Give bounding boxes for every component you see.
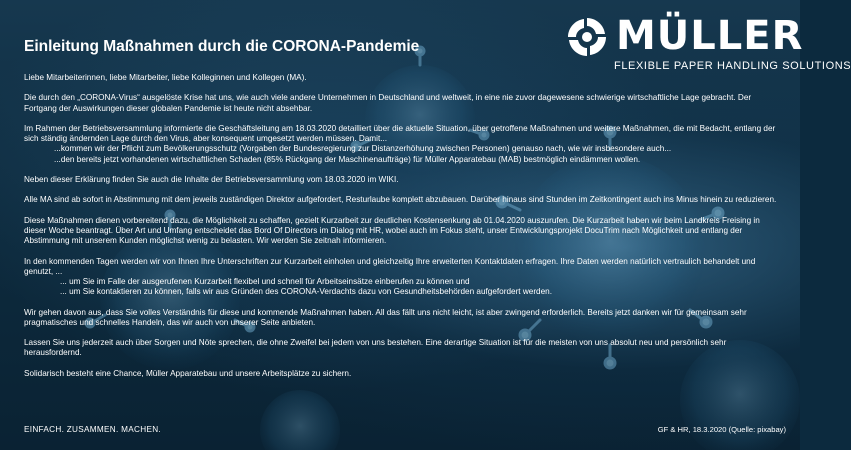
footer-slogan: EINFACH. ZUSAMMEN. MACHEN. xyxy=(24,425,161,434)
paragraph-indented xyxy=(24,277,784,297)
paragraph-line: Im Rahmen der Betriebsversammlung informierte die Geschäftsleitung am 18.03.2020 detailliert über die aktuelle Situation, über getroffene Maßnahmen und weitere Maßnahmen, die mit Bedacht, entlang der sich ständig ändernden Lage durch den Virus, aber konsequent umgesetzt werden müssen. Damit... xyxy=(24,123,776,144)
paragraph-line: ...den bereits jetzt vorhandenen wirtschaftlichen Schaden (85% Rückgang der Maschinenaufträge) für Müller Apparatebau (MAB) bestmöglich eindämmen wollen. xyxy=(54,154,641,164)
paragraph xyxy=(24,216,784,247)
footer-credit: GF & HR, 18.3.2020 (Quelle: pixabay) xyxy=(657,425,786,434)
paragraph xyxy=(24,93,784,113)
paragraph xyxy=(24,369,784,379)
paragraph xyxy=(24,308,784,328)
paragraph-line: ...kommen wir der Pflicht zum Bevölkerungsschutz (Vorgaben der Bundesregierung zur Distanzerhöhung zwischen Personen) genauso nach, wie wir insbesondere auch... xyxy=(54,144,672,154)
paragraph xyxy=(24,195,784,205)
paragraph-line: Alle MA sind ab sofort in Abstimmung mit dem jeweils zuständigen Direktor aufgefordert, Resturlaube komplett abzubauen. Darüber hinaus sind Stunden im Zeitkontingent auch ins Minus hinein zu reduzieren. xyxy=(24,195,777,205)
paragraph-line: Solidarisch besteht eine Chance, Müller Apparatebau und unsere Arbeitsplätze zu sichern. xyxy=(24,368,352,378)
company-logo xyxy=(566,13,851,72)
logo-tagline: FLEXIBLE PAPER HANDLING SOLUTIONS xyxy=(614,60,851,72)
paragraph xyxy=(24,175,784,185)
paragraph xyxy=(24,124,784,144)
paragraph xyxy=(24,338,784,358)
paragraph-line: ... um Sie im Falle der ausgerufenen Kurzarbeit flexibel und schnell für Arbeitseinsätze einberufen zu können und xyxy=(60,276,470,286)
paragraph-line: Liebe Mitarbeiterinnen, liebe Mitarbeiter, liebe Kolleginnen und Kollegen (MA). xyxy=(24,73,307,82)
paragraph-line: Lassen Sie uns jederzeit auch über Sorgen und Nöte sprechen, die ohne Zweifel bei jedem von uns bestehen. Eine derartige Situation ist für die meisten von uns absolut neu und persönlich sehr herausfordernd. xyxy=(24,338,727,358)
paragraph xyxy=(24,257,784,277)
logo-wordmark: MÜLLER xyxy=(616,13,804,59)
paragraph-line: Diese Maßnahmen dienen vorbereitend dazu, die Möglichkeit zu schaffen, gezielt Kurzarbeit zur deutlichen Kostensenkung ab 01.04.2020 auszurufen. Die Kurzarbeit haben wir beim Landkreis Freising in dieser Woche beantragt. Über Art und Umfang entscheidet das Bord Of Directors im Dialog mit HR, wobei auch im Fokus steht, unser Entwicklungsprojekt DocuTrim nach Möglichkeit und entlang der Abstimmung mit unserem Kunden möglichst wenig zu belasten. Wir werden Sie zeitnah informieren. xyxy=(24,215,760,246)
swirl-logo-icon xyxy=(566,16,608,58)
paragraph-line: ... um Sie kontaktieren zu können, falls wir aus Gründen des CORONA-Verdachts dazu von Gesundheitsbehörden aufgefordert werden. xyxy=(60,287,552,297)
paragraph-indented xyxy=(24,144,784,164)
paragraph-line: Wir gehen davon aus, dass Sie volles Verständnis für diese und kommende Maßnahmen haben. All das fällt uns nicht leicht, ist aber zwingend erforderlich. Bereits jetzt danken wir für gemeinsam sehr pragmatisches und schnelles Handeln, das wir auch von unserer Seite anbieten. xyxy=(24,307,747,327)
paragraph xyxy=(24,73,784,83)
page-title: Einleitung Maßnahmen durch die CORONA-Pandemie xyxy=(24,38,420,55)
paragraph-line: In den kommenden Tagen werden wir von Ihnen Ihre Unterschriften zur Kurzarbeit einholen und gleichzeitig Ihre erweiterten Kontaktdaten erfragen. Ihre Daten werden natürlich vertraulich behandelt und genutzt, ... xyxy=(24,256,756,276)
letter-body xyxy=(24,73,784,389)
paragraph-line: Die durch den „CORONA-Virus“ ausgelöste Krise hat uns, wie auch viele andere Unternehmen in Deutschland und weltweit, in eine nie zuvor dagewesene schwierige wirtschaftliche Lage gebracht. Der Fortgang der Auswirkungen dieser globalen Pandemie ist heute nicht absehbar. xyxy=(24,93,752,113)
paragraph-line: Neben dieser Erklärung finden Sie auch die Inhalte der Betriebsversammlung vom 18.03.2020 im WIKI. xyxy=(24,174,399,184)
